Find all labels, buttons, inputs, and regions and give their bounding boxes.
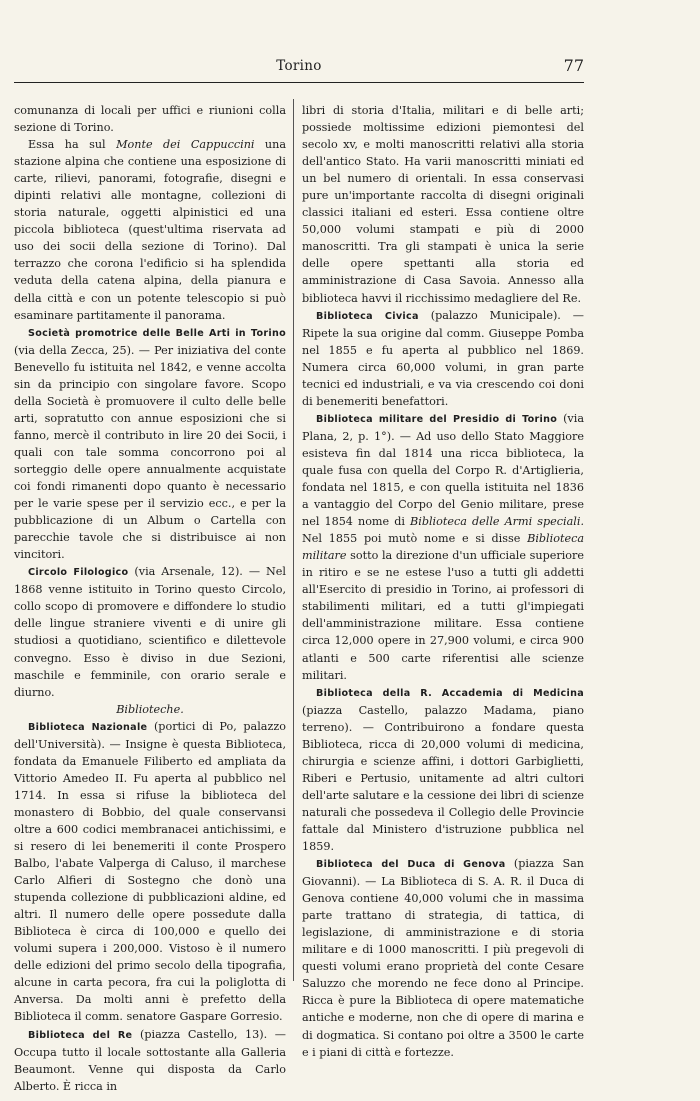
entry-paragraph: Biblioteca Civica (palazzo Municipale). — Ripete la sua origine dal comm. Giuseppe Pomba nel 1855 e fu aperta al pubblico nel 1869. Numera circa 60,000 volumi, in gran parte tecnici ed industriali, e va via crescendo coi doni di benemeriti benefattori. (302, 308, 584, 408)
entry-paragraph: Biblioteca del Duca di Genova (piazza San Giovanni). — La Biblioteca di S. A. R. il Duca di Genova contiene 40,000 volumi che in massima parte trattano di strategia, di tattica, di legislazione, di amministrazione e di storia militare e di 1000 manoscritti. I più pregevoli di questi volumi erano proprietà del conte Cesare Saluzzo che morendo ne fece dono al Principe. Ricca è pure la Biblioteca di opere matematiche antiche e moderne, non che di opere di marina e di dogmatica. Si contano poi oltre a 3500 le carte e i piani di città e fortezze. (302, 857, 584, 1059)
entry-heading: Biblioteca del Duca di Genova (316, 859, 506, 871)
header-rule (14, 82, 584, 83)
entry-heading: Biblioteca Civica (316, 310, 419, 322)
section-heading: Biblioteche. (116, 702, 184, 716)
entry-heading: Biblioteca militare del Presidio di Torino (316, 413, 558, 425)
italic-phrase: Monte dei Cappuccini (116, 138, 255, 152)
paragraph: libri di storia d'Italia, militari e di belle arti; possiede moltissime edizioni piemontesi del secolo xv, e molti manoscritti relativi alla storia dell'antico Stato. Ha varii manoscritti miniati ed un bel numero di orientali. In essa conservasi pure un'importante raccolta di disegni originali classici italiani ed esteri. Essa contiene oltre 50,000 volumi stampati e più di 2000 manoscritti. Tra gli stampati è unica la serie delle opere spettanti alla storia ed amministrazione di Casa Savoia. Annesso alla biblioteca havvi il ricchissimo medagliere del Re. (302, 104, 584, 305)
entry-heading: Biblioteca del Re (28, 1029, 133, 1041)
page-number: 77 (563, 56, 584, 75)
entry-paragraph: Biblioteca militare del Presidio di Torino (via Plana, 2, p. 1°). — Ad uso dello Stato Maggiore esisteva fin dal 1814 una ricca biblioteca, la quale fusa con quella del Corpo R. d'Artiglieria, fondata nel 1815, e con quella istituita nel 1836 a vantaggio del Corpo del Genio militare, prese nel 1854 nome di Biblioteca delle Armi speciali. Nel 1855 poi mutò nome e si disse Biblioteca militare sotto la direzione d'un ufficiale superiore in ritiro e se ne estese l'uso a tutti gli addetti all'Esercito di presidio in Torino, ai professori di stabilimenti militari, ed a tutti gl'impiegati dell'amministrazione militare. Essa contiene circa 12,000 opere in 27,900 volumi, e circa 900 atlanti e 500 carte riferentisi alle scienze militari. (302, 411, 585, 682)
entry-paragraph: Società promotrice delle Belle Arti in Torino (via della Zecca, 25). — Per iniziativa del conte Benevello fu istituita nel 1842, e venne accolta sin da principio con singolare favore. Scopo della Società è promuovere il culto delle belle arti, sopratutto con annue esposizioni che si fanno, mercè il contributo in lire 20 dei Socii, i quali con tale somma concorrono poi al sorteggio delle opere annualmente acquistate coi fondi rimanenti dopo quanto è necessario per le varie spese per il servizio ecc., e per la pubblicazione di un Album o Cartella con parecchie tavole che si distribuisce ai non vincitori. (14, 327, 286, 562)
column-divider (293, 99, 294, 981)
entry-heading: Società promotrice delle Belle Arti in Torino (28, 327, 286, 339)
entry-heading: Circolo Filologico (28, 567, 129, 579)
italic-phrase: Biblioteca militare (302, 532, 584, 563)
right-column (302, 102, 584, 1061)
entry-paragraph: Biblioteca della R. Accademia di Medicina (piazza Castello, palazzo Madama, piano terreno). — Contribuirono a fondare questa Biblioteca, ricca di 20,000 volumi di medicina, chirurgia e scienze affini, i dottori Garbiglietti, Riberi e Pertusio, unitamente ad altri cultori dell'arte salutare e la cessione dei libri di scienze naturali che possedeva il Collegio delle Provincie fattale dal Ministero d'istruzione pubblica nel 1859. (302, 687, 584, 854)
running-title: Torino (276, 58, 322, 74)
italic-phrase: Biblioteca delle Armi speciali. (410, 515, 585, 529)
entry-paragraph: Circolo Filologico (via Arsenale, 12). — Nel 1868 venne istituito in Torino questo Circolo, collo scopo di promovere e diffondere lo studio delle lingue straniere viventi e di unire gli studiosi a quotidiano, scientifico e dilettevole convegno. Esso è diviso in due Sezioni, maschile e femminile, con orario serale e diurno. (14, 565, 286, 699)
entry-paragraph: Biblioteca del Re (piazza Castello, 13). — Occupa tutto il locale sottostante alla Galleria Beaumont. Venne qui disposta da Carlo Alberto. È ricca in (14, 1027, 286, 1093)
paragraph: Essa ha sul Monte dei Cappuccini una stazione alpina che contiene una esposizione di carte, rilievi, panorami, fotografie, disegni e dipinti relativi alle montagne, collezioni di storia naturale, oggetti alpinistici ed una piccola biblioteca (quest'ultima riservata ad uso dei socii della sezione di Torino). Dal terrazzo che corona l'edificio si ha splendida veduta della catena alpina, della pianura e della città e con un potente telescopio si può esaminare partitamente il panorama. (14, 138, 287, 322)
left-column (14, 102, 286, 1095)
entry-heading: Biblioteca Nazionale (28, 721, 148, 733)
page-header (14, 56, 584, 80)
entry-heading: Biblioteca della R. Accademia di Medicina (316, 687, 584, 699)
entry-paragraph: Biblioteca Nazionale (portici di Po, palazzo dell'Università). — Insigne è questa Biblioteca, fondata da Emanuele Filiberto ed ampliata da Vittorio Amedeo II. Fu aperta al pubblico nel 1714. In essa si rifuse la biblioteca del monastero di Bobbio, del quale conservansi oltre a 600 codici membranacei antichissimi, e si resero di lei benemeriti il conte Prospero Balbo, l'abate Valperga di Caluso, il marchese Carlo Alfieri di Sostegno che donò una stupenda collezione di pubblicazioni aldine, ed altri. Il numero delle opere possedute dalla Biblioteca è circa di 100,000 e quello dei volumi supera i 200,000. Vistoso è il numero delle edizioni del primo secolo della tipografia, alcune in carta pecora, fra cui la poliglotta di Anversa. Da molti anni è prefetto della Biblioteca il comm. senatore Gaspare Gorresio. (14, 719, 286, 1024)
paragraph: comunanza di locali per uffici e riunioni colla sezione di Torino. (14, 104, 286, 135)
